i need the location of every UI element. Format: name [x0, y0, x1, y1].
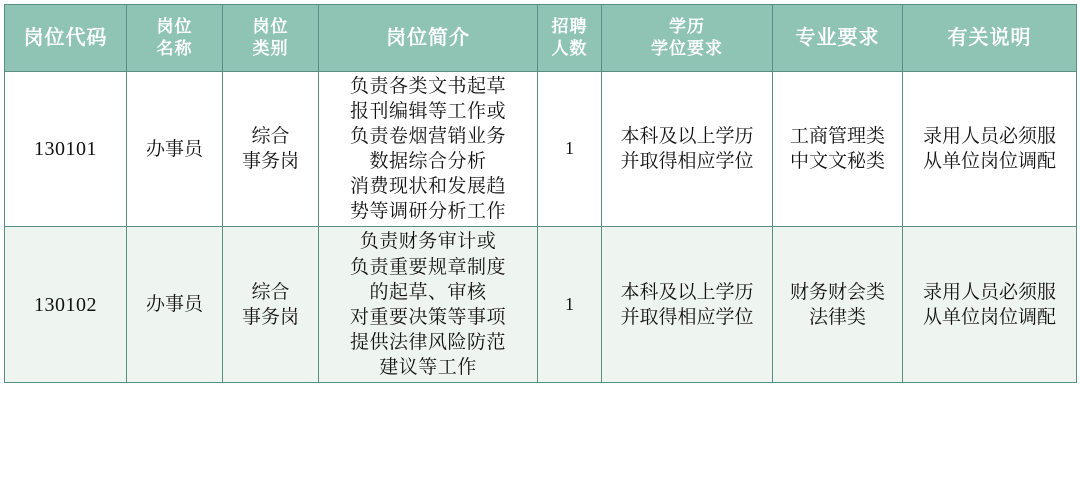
cell-line: 并取得相应学位: [620, 306, 754, 328]
cell-position-brief: [319, 227, 538, 382]
cell-position-name: [127, 72, 223, 227]
table-header-row: [5, 5, 1077, 72]
column-header-line: 专业要求: [795, 26, 880, 49]
cell-line: 法律类: [808, 306, 866, 328]
column-header-line: 人数: [551, 39, 588, 58]
column-header-education-degree: [602, 5, 773, 72]
column-header-line: 类别: [252, 39, 289, 58]
cell-remarks: [903, 72, 1077, 227]
cell-line: 130101: [34, 138, 97, 161]
table-row: [5, 72, 1077, 227]
cell-position-name: [127, 227, 223, 382]
cell-line: 本科及以上学历: [620, 126, 754, 148]
cell-remarks: [903, 227, 1077, 382]
cell-position-category: [223, 72, 319, 227]
column-header-line: 招聘: [551, 16, 588, 36]
column-header-line: 岗位: [156, 16, 193, 36]
cell-line: 的起草、审核: [369, 281, 487, 303]
column-header-line: 学位要求: [651, 39, 723, 58]
cell-line: 130102: [34, 293, 97, 316]
column-header-major-requirement: [773, 5, 903, 72]
column-header-line: 岗位: [252, 16, 289, 36]
job-positions-table: [4, 4, 1077, 383]
cell-line: 综合: [251, 281, 290, 303]
cell-major-requirement: [773, 227, 903, 382]
column-header-line: 岗位代码: [23, 26, 108, 49]
cell-line: 中文文秘类: [789, 151, 885, 173]
cell-line: 负责卷烟营销业务: [349, 126, 506, 148]
cell-line: 从单位岗位调配: [922, 151, 1056, 173]
cell-line: 负责财务审计或: [359, 231, 497, 253]
cell-position-code: [5, 72, 127, 227]
cell-line: 提供法律风险防范: [349, 331, 506, 353]
cell-position-category: [223, 227, 319, 382]
cell-line: 1: [565, 293, 574, 314]
cell-line: 势等调研分析工作: [349, 201, 506, 223]
column-header-recruit-count: [538, 5, 602, 72]
cell-education-degree: [602, 72, 773, 227]
cell-education-degree: [602, 227, 773, 382]
cell-line: 综合: [251, 126, 290, 148]
table-row: [5, 227, 1077, 382]
cell-line: 财务财会类: [789, 281, 885, 303]
column-header-position-brief: [319, 5, 538, 72]
column-header-line: 有关说明: [947, 26, 1032, 49]
cell-recruit-count: [538, 227, 602, 382]
table-header: [5, 5, 1077, 72]
cell-line: 消费现状和发展趋: [349, 176, 506, 198]
cell-line: 工商管理类: [789, 126, 885, 148]
cell-line: 本科及以上学历: [620, 281, 754, 303]
cell-line: 报刊编辑等工作或: [349, 101, 506, 123]
cell-line: 事务岗: [241, 306, 299, 328]
cell-line: 数据综合分析: [369, 151, 487, 173]
cell-line: 录用人员必须服: [922, 281, 1056, 303]
column-header-line: 学历: [669, 16, 705, 36]
cell-line: 负责重要规章制度: [349, 256, 506, 278]
cell-line: 事务岗: [241, 151, 299, 173]
cell-line: 1: [565, 138, 574, 159]
column-header-line: 名称: [156, 39, 193, 58]
cell-position-code: [5, 227, 127, 382]
column-header-position-name: [127, 5, 223, 72]
cell-line: 办事员: [145, 294, 203, 316]
cell-line: 从单位岗位调配: [922, 306, 1056, 328]
table-body: [5, 72, 1077, 383]
cell-line: 对重要决策等事项: [349, 306, 506, 328]
column-header-position-code: [5, 5, 127, 72]
column-header-remarks: [903, 5, 1077, 72]
cell-line: 办事员: [145, 138, 203, 160]
cell-line: 建议等工作: [379, 356, 477, 378]
cell-line: 录用人员必须服: [922, 126, 1056, 148]
column-header-position-category: [223, 5, 319, 72]
cell-line: 负责各类文书起草: [349, 76, 506, 97]
cell-line: 并取得相应学位: [620, 151, 754, 173]
column-header-line: 岗位简介: [386, 26, 470, 49]
cell-recruit-count: [538, 72, 602, 227]
cell-major-requirement: [773, 72, 903, 227]
cell-position-brief: [319, 72, 538, 227]
